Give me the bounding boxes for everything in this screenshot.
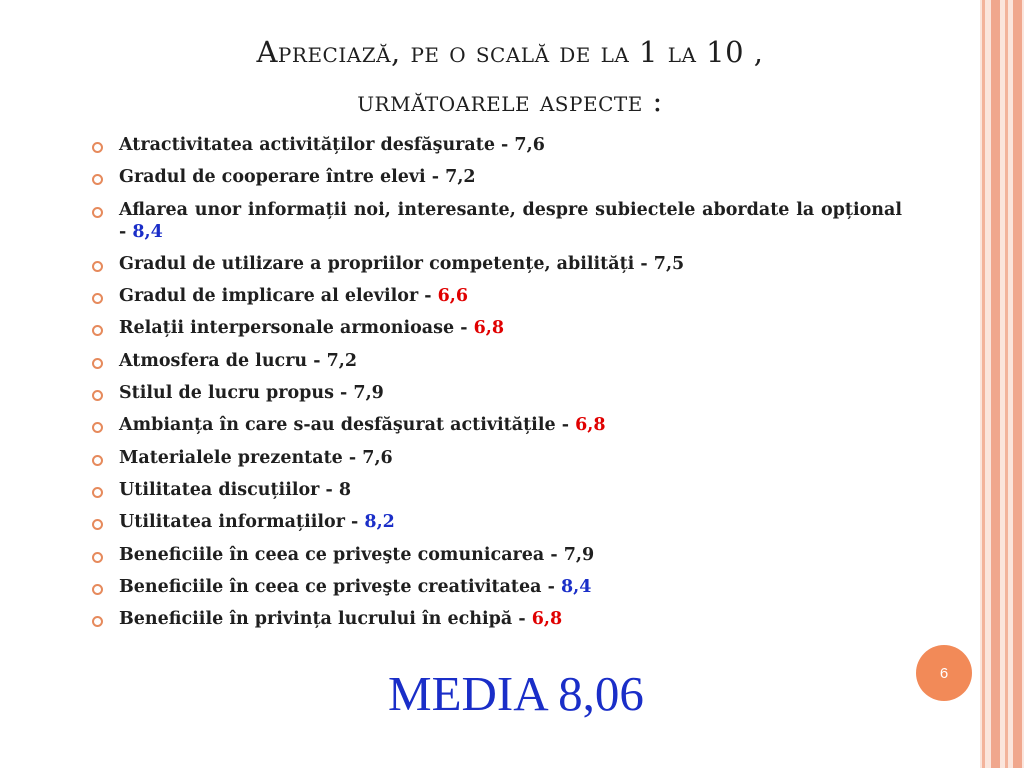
criteria-label: Ambianța în care s-au desfăşurat activitățile - bbox=[119, 415, 576, 436]
criteria-score: 8,4 bbox=[132, 221, 163, 242]
criteria-label: Utilitatea discuțiilor - bbox=[119, 479, 339, 500]
criteria-score: 7,6 bbox=[514, 135, 545, 155]
criteria-item bbox=[88, 166, 902, 188]
bullet-circle-icon bbox=[92, 207, 103, 218]
criteria-score: 6,8 bbox=[575, 415, 606, 436]
slide-title-line-2: următoarele aspecte : bbox=[357, 84, 663, 118]
average-label: MEDIA bbox=[388, 666, 546, 721]
criteria-item bbox=[88, 414, 902, 436]
criteria-label: Gradul de utilizare a propriilor competențe, abilități - bbox=[119, 253, 654, 274]
decorative-border-stripes bbox=[980, 0, 1024, 768]
bullet-circle-icon bbox=[92, 142, 103, 153]
slide-title-line-1: Apreciază, pe o scală de la 1 la 10 , bbox=[256, 35, 764, 69]
criteria-score: 7,5 bbox=[653, 253, 685, 274]
page-number: 6 bbox=[939, 664, 949, 682]
criteria-score: 7,2 bbox=[445, 167, 476, 188]
criteria-score: 7,9 bbox=[563, 544, 595, 565]
criteria-item bbox=[88, 608, 902, 630]
criteria-label: Aflarea unor informații noi, interesante, despre subiectele abordate la opțional - bbox=[119, 199, 902, 242]
criteria-label: Atractivitatea activităților desfăşurate - bbox=[119, 135, 515, 155]
criteria-score: 8 bbox=[338, 479, 352, 500]
bullet-circle-icon bbox=[92, 358, 103, 369]
criteria-label: Materialele prezentate - bbox=[119, 447, 363, 468]
average-value: 8,06 bbox=[558, 666, 644, 721]
criteria-item bbox=[88, 199, 902, 243]
criteria-item bbox=[88, 511, 902, 533]
criteria-label: Utilitatea informațiilor - bbox=[119, 512, 365, 533]
bullet-circle-icon bbox=[92, 174, 103, 185]
criteria-label: Gradul de implicare al elevilor - bbox=[119, 286, 438, 307]
bullet-circle-icon bbox=[92, 455, 103, 466]
bullet-circle-icon bbox=[92, 552, 103, 563]
bullet-circle-icon bbox=[92, 422, 103, 433]
criteria-item bbox=[88, 576, 902, 598]
criteria-label: Beneficiile în ceea ce priveşte creativitatea - bbox=[119, 576, 561, 597]
criteria-score: 8,4 bbox=[560, 576, 592, 597]
page-number-badge bbox=[916, 645, 972, 701]
bullet-circle-icon bbox=[92, 519, 103, 530]
criteria-item bbox=[88, 253, 902, 275]
slide-title bbox=[110, 28, 910, 126]
criteria-score: 7,9 bbox=[353, 383, 384, 404]
bullet-circle-icon bbox=[92, 261, 103, 272]
criteria-list bbox=[88, 134, 902, 640]
criteria-score: 6,8 bbox=[473, 318, 505, 339]
criteria-item bbox=[88, 544, 902, 566]
criteria-item bbox=[88, 317, 902, 339]
criteria-score: 8,2 bbox=[364, 512, 395, 533]
criteria-label: Gradul de cooperare între elevi - bbox=[119, 167, 446, 188]
criteria-label: Beneficiile în privința lucrului în echipă - bbox=[119, 609, 532, 630]
criteria-label: Relații interpersonale armonioase - bbox=[119, 318, 474, 339]
bullet-circle-icon bbox=[92, 487, 103, 498]
bullet-circle-icon bbox=[92, 584, 103, 595]
criteria-score: 6,6 bbox=[437, 286, 469, 307]
criteria-score: 7,2 bbox=[326, 350, 358, 371]
average-score bbox=[388, 664, 644, 724]
criteria-item bbox=[88, 350, 902, 372]
criteria-label: Stilul de lucru propus - bbox=[119, 383, 354, 404]
criteria-score: 6,8 bbox=[531, 609, 563, 630]
criteria-label: Atmosfera de lucru - bbox=[119, 350, 327, 371]
criteria-label: Beneficiile în ceea ce priveşte comunicarea - bbox=[119, 544, 564, 565]
bullet-circle-icon bbox=[92, 293, 103, 304]
criteria-item bbox=[88, 134, 902, 156]
criteria-item bbox=[88, 447, 902, 469]
bullet-circle-icon bbox=[92, 390, 103, 401]
bullet-circle-icon bbox=[92, 616, 103, 627]
bullet-circle-icon bbox=[92, 325, 103, 336]
criteria-item bbox=[88, 285, 902, 307]
criteria-item bbox=[88, 479, 902, 501]
criteria-item bbox=[88, 382, 902, 404]
criteria-score: 7,6 bbox=[362, 447, 393, 468]
